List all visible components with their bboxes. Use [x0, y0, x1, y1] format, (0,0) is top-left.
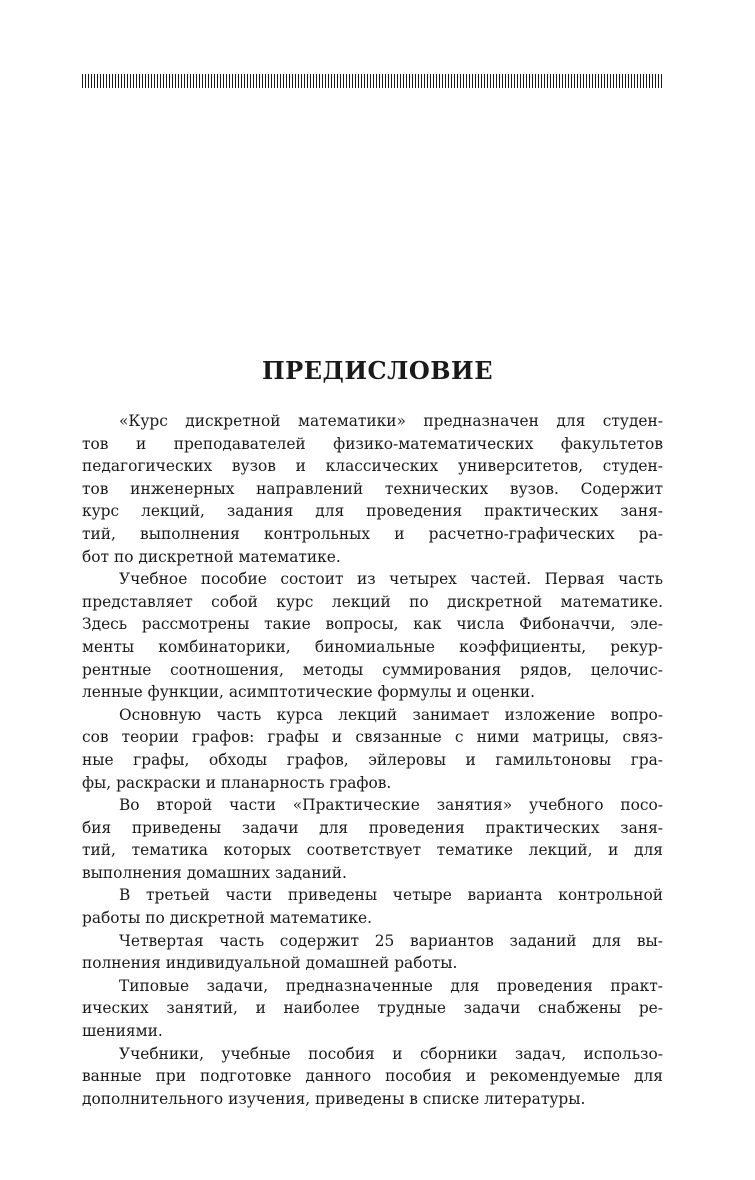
- text-line: педагогических вузов и классических университетов, студен-: [82, 457, 663, 476]
- paragraph: [82, 930, 663, 975]
- text-line: ленные функции, асимптотические формулы и оценки.: [82, 683, 536, 702]
- text-line: сов теории графов: графы и связанные с ними матрицы, связ-: [82, 728, 663, 747]
- text-line: рентные соотношения, методы суммирования рядов, целочис-: [82, 660, 663, 679]
- text-line: В третьей части приведены четыре варианта контрольной: [119, 886, 663, 905]
- text-line: тий, тематика которых соответствует тематике лекций, и для: [82, 841, 663, 860]
- text-line: работы по дискретной математике.: [82, 909, 373, 928]
- text-line: Учебники, учебные пособия и сборники задач, использо-: [119, 1044, 663, 1063]
- text-line: Четвертая часть содержит 25 вариантов заданий для вы-: [119, 931, 663, 950]
- text-line: ванные при подготовке данного пособия и рекомендуемые для: [82, 1067, 663, 1086]
- paragraph: [82, 975, 663, 1043]
- text-line: выполнения домашних заданий.: [82, 863, 347, 882]
- text-line: Типовые задачи, предназначенные для проведения практ-: [119, 976, 663, 995]
- paragraph: [82, 568, 663, 704]
- text-line: менты комбинаторики, биномиальные коэффициенты, рекур-: [82, 637, 663, 656]
- text-line: представляет собой курс лекций по дискретной математике.: [82, 592, 663, 611]
- top-decorative-rule: [82, 74, 663, 88]
- paragraph: [82, 704, 663, 794]
- text-line: Во второй части «Практические занятия» учебного посо-: [119, 796, 663, 815]
- text-line: полнения индивидуальной домашней работы.: [82, 954, 458, 973]
- page-title: ПРЕДИСЛОВИЕ: [261, 356, 493, 385]
- text-line: «Курс дискретной математики» предназначен для студен-: [119, 412, 663, 430]
- paragraph: [82, 884, 663, 929]
- preface-body: [82, 410, 663, 1110]
- text-line: курс лекций, задания для проведения практических заня-: [82, 502, 663, 521]
- text-line: Здесь рассмотрены такие вопросы, как числа Фибоначчи, эле-: [82, 615, 663, 634]
- text-line: тий, выполнения контрольных и расчетно-графических ра-: [82, 524, 663, 543]
- text-line: Основную часть курса лекций занимает изложение вопро-: [119, 705, 663, 724]
- text-line: бия приведены задачи для проведения практических заня-: [82, 818, 663, 837]
- text-line: шениями.: [82, 1022, 163, 1041]
- paragraph: [82, 1043, 663, 1111]
- text-line: бот по дискретной математике.: [82, 547, 341, 566]
- text-line: тов и преподавателей физико-математических факультетов: [82, 434, 663, 453]
- text-line: дополнительного изучения, приведены в списке литературы.: [82, 1089, 586, 1108]
- paragraph: [82, 794, 663, 884]
- paragraph: [82, 410, 663, 568]
- text-line: Учебное пособие состоит из четырех частей. Первая часть: [119, 570, 663, 589]
- text-line: фы, раскраски и планарность графов.: [82, 773, 392, 792]
- text-line: ные графы, обходы графов, эйлеровы и гамильтоновы гра-: [82, 750, 663, 769]
- text-line: ических занятий, и наиболее трудные задачи снабжены ре-: [82, 999, 663, 1018]
- text-line: тов инженерных направлений технических вузов. Содержит: [82, 479, 663, 498]
